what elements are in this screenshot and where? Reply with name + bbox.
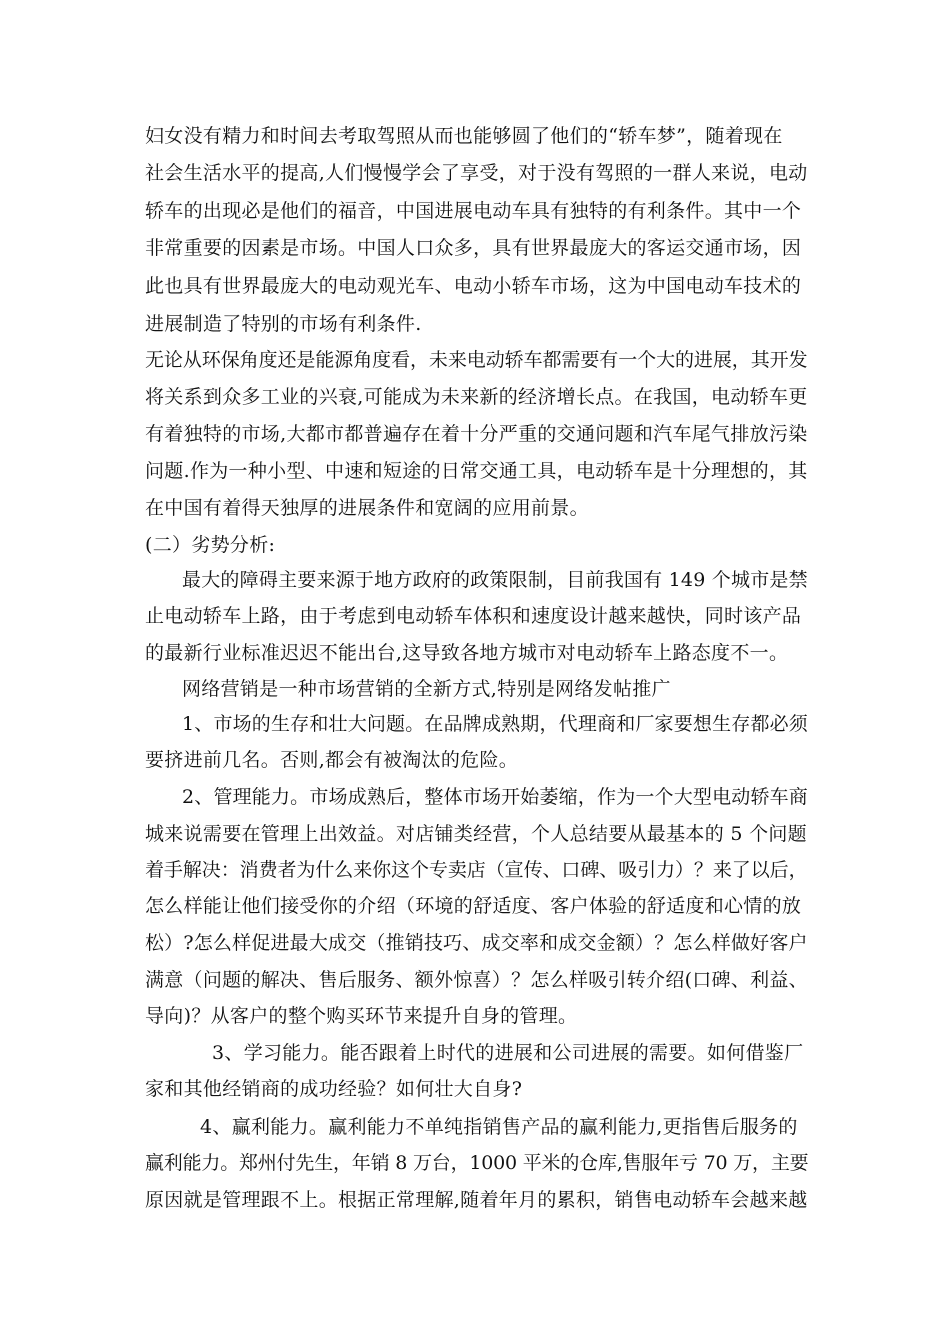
text-line: 无论从环保角度还是能源角度看，未来电动轿车都需要有一个大的进展，其开发 [145, 349, 808, 371]
text-line: 4、赢利能力。赢利能力不单纯指销售产品的赢利能力,更指售后服务的 [200, 1116, 798, 1138]
text-line: 松）?怎么样促进最大成交（推销技巧、成交率和成交金额）？怎么样做好客户 [145, 932, 808, 954]
text-line: 怎么样能让他们接受你的介绍（环境的舒适度、客户体验的舒适度和心情的放 [145, 895, 802, 917]
text-line: 赢利能力。郑州付先生，年销 8 万台，1000 平米的仓库,售服年亏 70 万，主要 [145, 1152, 809, 1174]
text-line: 的最新行业标准迟迟不能出台,这导致各地方城市对电动轿车上路态度不一。 [145, 642, 789, 664]
text-line: 3、学习能力。能否跟着上时代的进展和公司进展的需要。如何借鉴厂 [212, 1042, 804, 1064]
text-line: 此也具有世界最庞大的电动观光车、电动小轿车市场，这为中国电动车技术的 [145, 275, 802, 297]
text-line: 社会生活水平的提高,人们慢慢学会了享受，对于没有驾照的一群人来说，电动 [145, 162, 808, 184]
text-line: 原因就是管理跟不上。根据正常理解,随着年月的累积，销售电动轿车会越来越 [145, 1189, 808, 1211]
text-line: 止电动轿车上路，由于考虑到电动轿车体积和速度设计越来越快，同时该产品 [145, 605, 802, 627]
text-line: 家和其他经销商的成功经验？如何壮大自身? [145, 1078, 523, 1100]
text-line: 城来说需要在管理上出效益。对店铺类经营，个人总结要从最基本的 5 个问题 [145, 823, 807, 845]
text-line: 网络营销是一种市场营销的全新方式,特别是网络发帖推广 [182, 678, 671, 700]
text-line: 非常重要的因素是市场。中国人口众多，具有世界最庞大的客运交通市场，因 [145, 237, 802, 259]
text-line: 进展制造了特别的市场有利条件. [145, 313, 422, 335]
text-line: 妇女没有精力和时间去考取驾照从而也能够圆了他们的“轿车梦”，随着现在 [145, 125, 783, 147]
text-line: 问题.作为一种小型、中速和短途的日常交通工具，电动轿车是十分理想的，其 [145, 460, 808, 482]
text-line: 导向)？从客户的整个购买环节来提升自身的管理。 [145, 1005, 578, 1027]
text-line: 将关系到众多工业的兴衰,可能成为未来新的经济增长点。在我国，电动轿车更 [145, 386, 808, 408]
text-line: 最大的障碍主要来源于地方政府的政策限制，目前我国有 149 个城市是禁 [182, 569, 808, 591]
text-line: 轿车的出现必是他们的福音，中国进展电动车具有独特的有利条件。其中一个 [145, 200, 802, 222]
text-line: 有着独特的市场,大都市都普遍存在着十分严重的交通问题和汽车尾气排放污染 [145, 423, 808, 445]
text-line: 在中国有着得天独厚的进展条件和宽阔的应用前景。 [145, 497, 589, 519]
text-line: 满意（问题的解决、售后服务、额外惊喜）？怎么样吸引转介绍(口碑、利益、 [145, 969, 808, 991]
text-line: 1、市场的生存和壮大问题。在品牌成熟期，代理商和厂家要想生存都必须 [182, 713, 808, 735]
section-heading: (二）劣势分析: [145, 534, 276, 556]
text-line: 着手解决：消费者为什么来你这个专卖店（宣传、口碑、吸引力）？来了以后， [145, 859, 808, 881]
text-line: 2、管理能力。市场成熟后，整体市场开始萎缩，作为一个大型电动轿车商 [182, 786, 808, 808]
text-line: 要挤进前几名。否则,都会有被淘汰的危险。 [145, 749, 519, 771]
